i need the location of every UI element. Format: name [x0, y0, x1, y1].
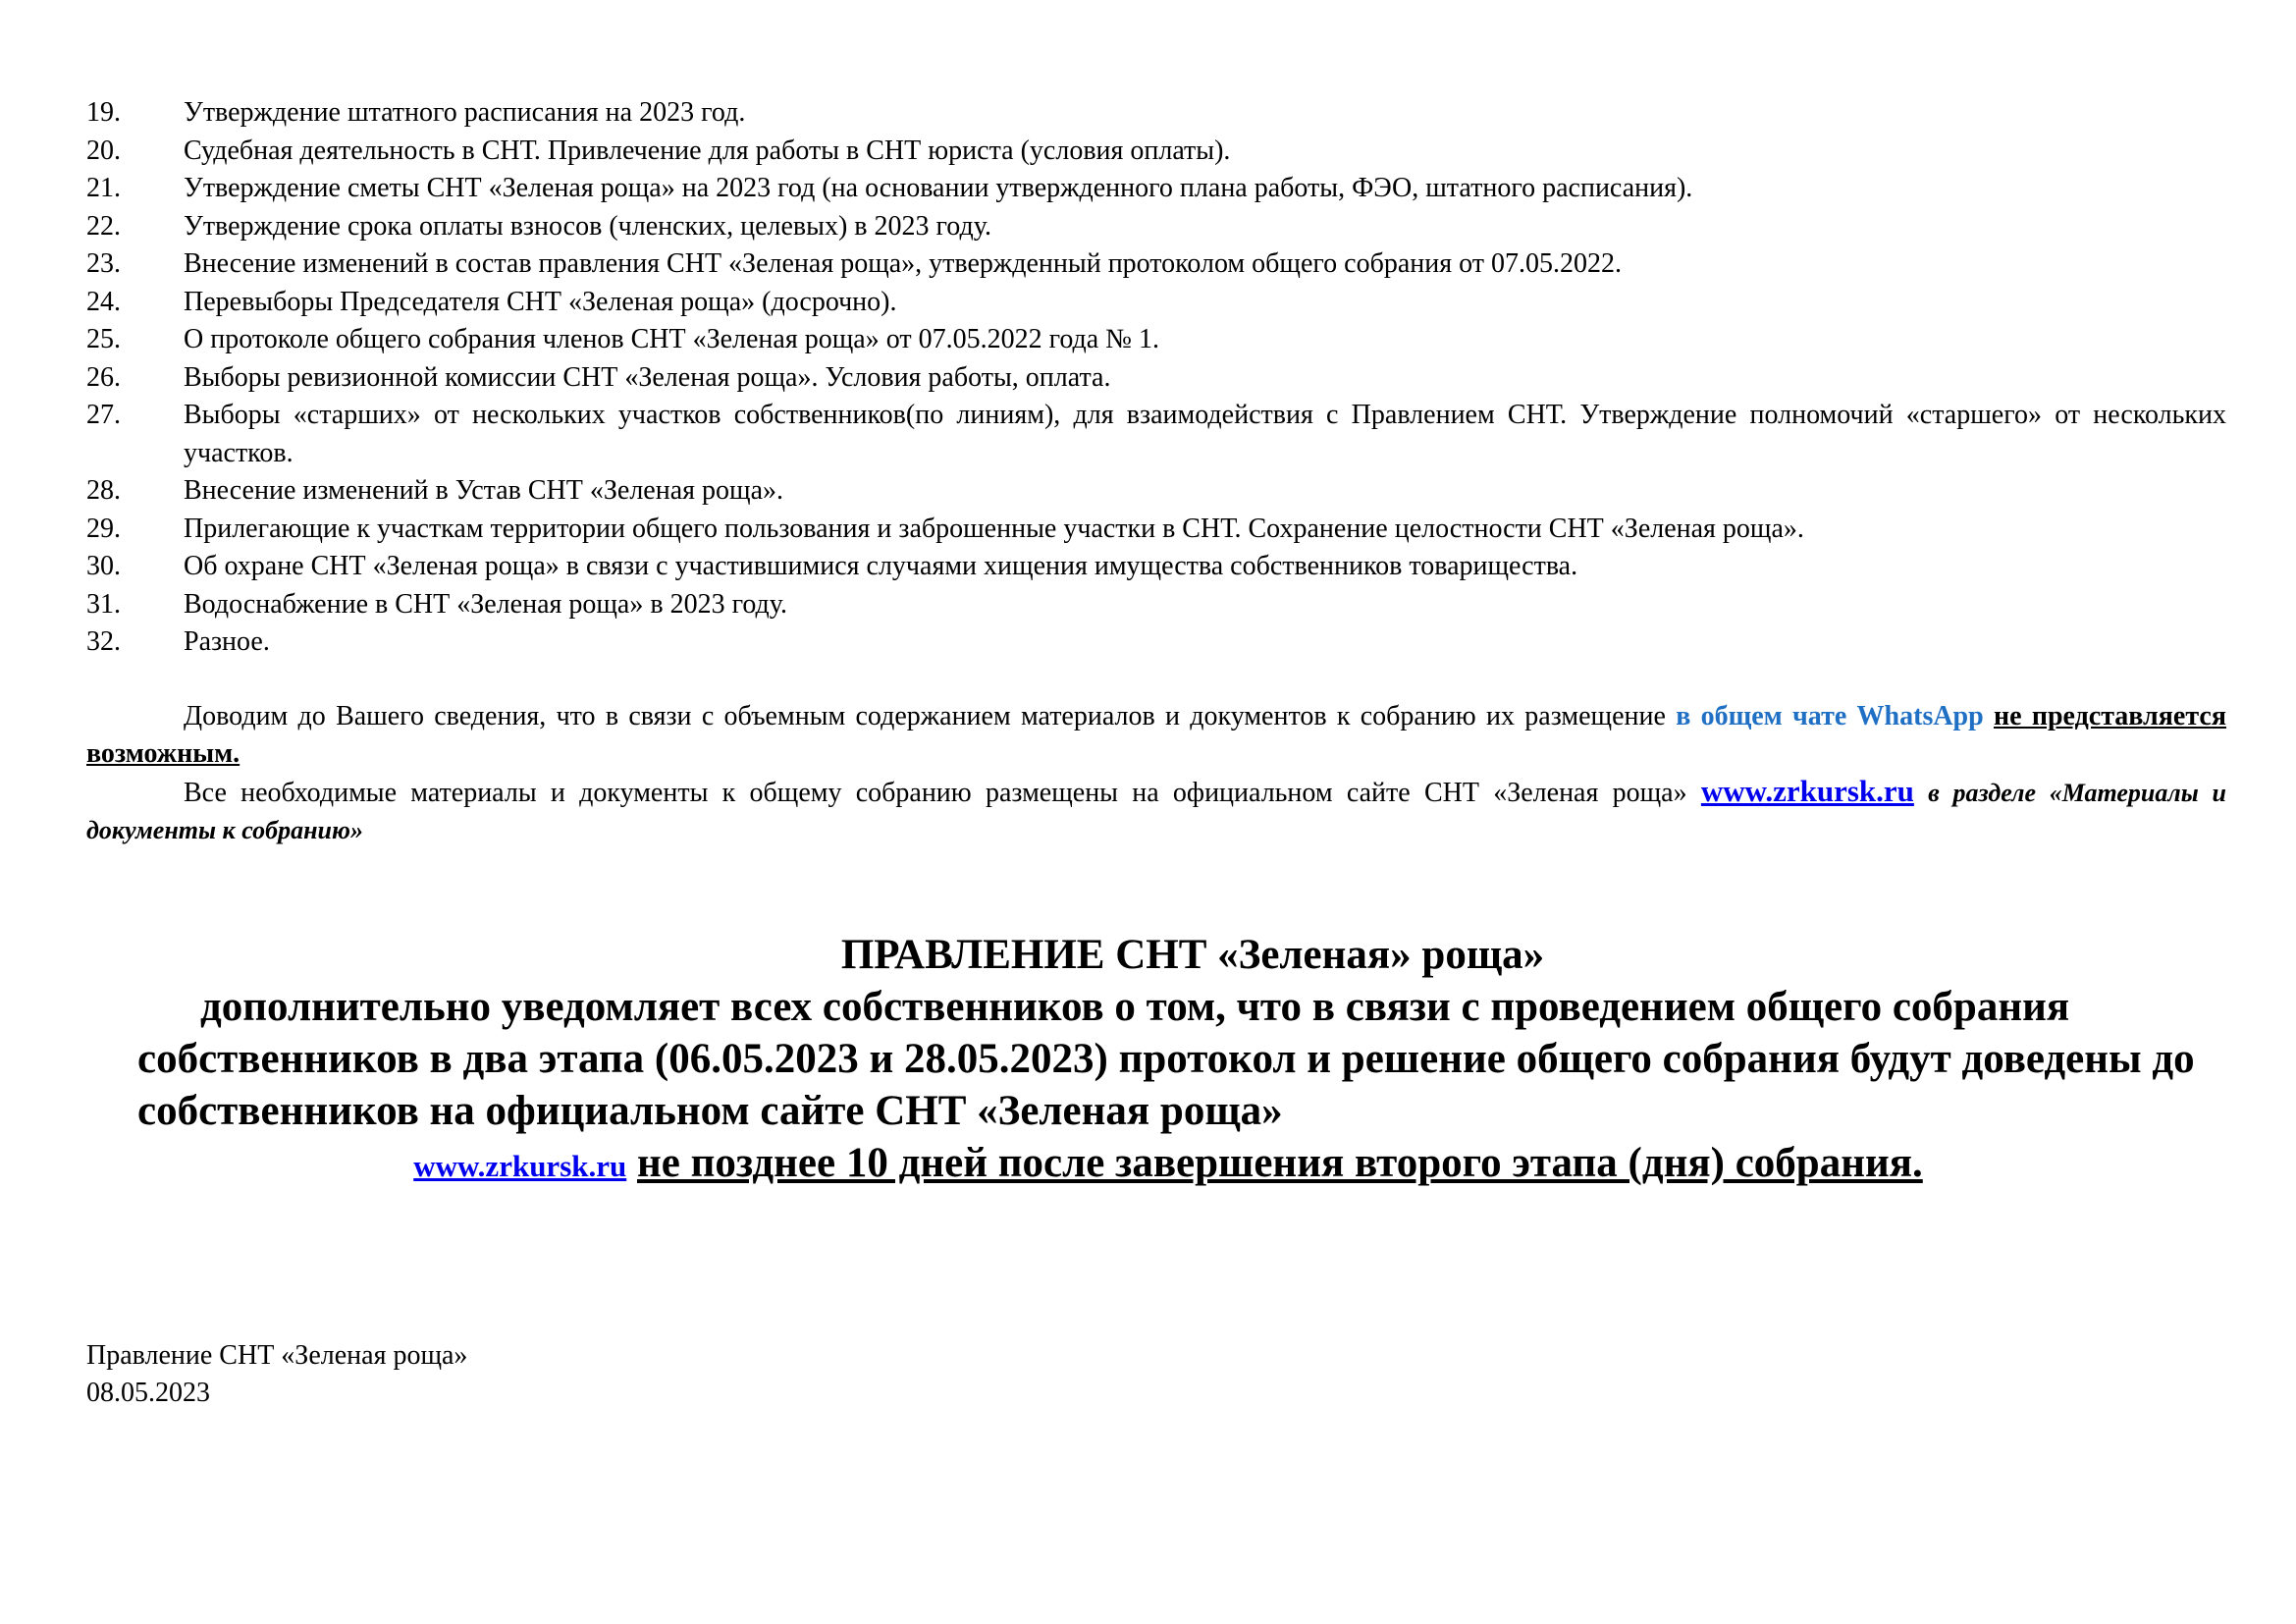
announcement-title: ПРАВЛЕНИЕ СНТ «Зеленая» роща» [840, 932, 1545, 978]
agenda-item [86, 548, 2226, 586]
agenda-item-text: Выборы «старших» от нескольких участков собственников(по линиям), для взаимодействия с Правлением СНТ. Утверждение полномочий «старшего» от нескольких участков. [184, 400, 2226, 468]
agenda-item-text: Выборы ревизионной комиссии СНТ «Зеленая роща». Условия работы, оплата. [184, 361, 1111, 393]
board-announcement [137, 929, 2218, 1192]
agenda-item-text: Водоснабжение в СНТ «Зеленая роща» в 2023 году. [184, 588, 788, 620]
agenda-item-number: 27. [86, 400, 121, 430]
agenda-item [86, 623, 2226, 662]
agenda-item-text: О протоколе общего собрания членов СНТ «Зеленая роща» от 07.05.2022 года № 1. [184, 324, 1159, 354]
agenda-item-text: Утверждение срока оплаты взносов (членских, целевых) в 2023 году. [184, 210, 991, 242]
agenda-item-text: Судебная деятельность в СНТ. Привлечение для работы в СНТ юриста (условия оплаты). [184, 135, 1231, 166]
agenda-item [86, 397, 2226, 472]
notice-paragraph-whatsapp [86, 698, 2226, 773]
notice-whatsapp-text: Доводим до Вашего сведения, что в связи с объемным содержанием материалов и документов к собранию их размещение [184, 701, 1677, 731]
announcement-deadline: не позднее 10 дней после завершения второго этапа (дня) собрания. [637, 1140, 1923, 1186]
notice-section [86, 698, 2226, 849]
agenda-item-text: Прилегающие к участкам территории общего пользования и заброшенные участки в СНТ. Сохранение целостности СНТ «Зеленая роща». [184, 513, 1804, 544]
signature-date: 08.05.2023 [86, 1378, 210, 1408]
announcement-body: дополнительно уведомляет всех собственников о том, что в связи с проведением общего собрания собственников в два этапа (06.05.2023 и 28.05.2023) протокол и решение общего собрания будут доведены до собственников на официальном сайте СНТ «Зеленая роща» [137, 984, 2195, 1134]
agenda-item-number: 22. [86, 210, 121, 242]
agenda-item-number: 20. [86, 135, 121, 166]
agenda-item-number: 30. [86, 551, 121, 581]
agenda-item [86, 359, 2226, 398]
agenda-item [86, 208, 2226, 246]
agenda-item-text: Перевыборы Председателя СНТ «Зеленая роща» (досрочно). [184, 286, 897, 317]
announcement-website-link[interactable]: www.zrkursk.ru [413, 1149, 627, 1183]
agenda-item [86, 586, 2226, 624]
agenda-item-number: 31. [86, 588, 121, 620]
agenda-item-text: Утверждение сметы СНТ «Зеленая роща» на 2023 год (на основании утвержденного плана работы, ФЭО, штатного расписания). [184, 173, 1693, 203]
agenda-item-text: Утверждение штатного расписания на 2023 год. [184, 97, 746, 128]
agenda-item [86, 94, 2226, 133]
agenda-item-text: Внесение изменений в Устав СНТ «Зеленая роща». [184, 475, 784, 506]
agenda-item-text: Внесение изменений в состав правления СНТ «Зеленая роща», утвержденный протоколом общего собрания от 07.05.2022. [184, 248, 1622, 279]
agenda-item-number: 29. [86, 513, 121, 544]
not-possible-text: не представляется возможным. [86, 701, 2227, 769]
agenda-item [86, 472, 2226, 511]
agenda-item-number: 19. [86, 97, 121, 128]
whatsapp-chat-mention: в общем чате WhatsApp [1676, 701, 1984, 731]
notice-website-text: Все необходимые материалы и документы к общему собранию размещены на официальном сайте СНТ «Зеленая роща» [184, 778, 1701, 808]
agenda-item-number: 23. [86, 248, 121, 279]
agenda-item [86, 511, 2226, 549]
agenda-item-text: Об охране СНТ «Зеленая роща» в связи с участившимися случаями хищения имущества собственников товарищества. [184, 551, 1578, 581]
announcement-deadline-line [137, 1137, 2218, 1192]
agenda-item-number: 28. [86, 475, 121, 506]
agenda-item-number: 32. [86, 626, 121, 657]
agenda-list [86, 94, 2226, 662]
agenda-item-number: 21. [86, 173, 121, 203]
agenda-item [86, 245, 2226, 284]
materials-section-reference: в разделе «Материалы и документы к собранию» [86, 779, 2226, 844]
signature-org: Правление СНТ «Зеленая роща» [86, 1340, 468, 1371]
agenda-item [86, 170, 2226, 208]
agenda-item-number: 26. [86, 361, 121, 393]
agenda-item [86, 284, 2226, 322]
agenda-item-number: 24. [86, 286, 121, 317]
signature-block [86, 1337, 467, 1412]
agenda-item-number: 25. [86, 324, 121, 354]
agenda-item [86, 133, 2226, 171]
notice-paragraph-website [86, 773, 2226, 849]
website-link[interactable]: www.zrkursk.ru [1700, 774, 1914, 808]
agenda-item-text: Разное. [184, 626, 270, 657]
agenda-item [86, 321, 2226, 359]
